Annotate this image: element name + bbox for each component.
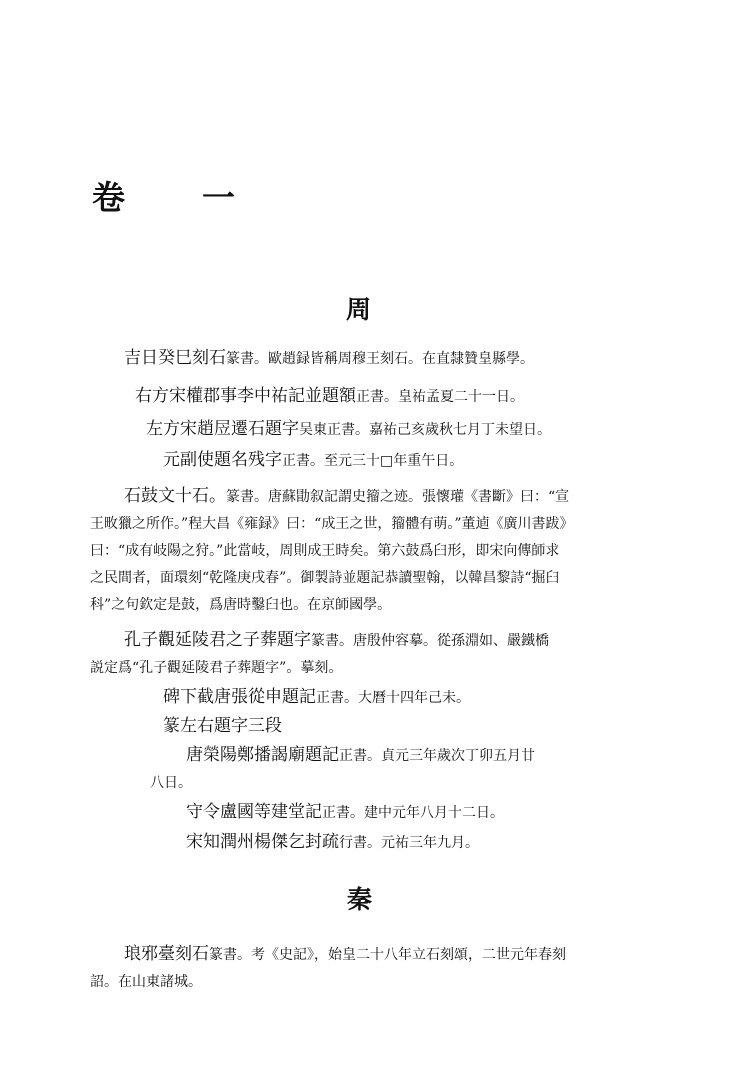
entry-line: 碑下截唐張從申題記正書。大曆十四年己未。 bbox=[163, 687, 470, 707]
entry-line: 篆左右題字三段 bbox=[163, 716, 282, 736]
entry-line: 宋知潤州楊傑乞封疏行書。元祐三年九月。 bbox=[186, 832, 479, 852]
entry-line: 守令盧國等建堂記正書。建中元年八月十二日。 bbox=[186, 802, 504, 822]
entry-line: 曰：“成有岐陽之狩。”此當岐，周則成王時矣。第六鼓爲臼形，即宋向傳師求 bbox=[90, 543, 560, 559]
entry-line: 右方宋權郡事李中祐記並題額正書。皇祐孟夏二十一日。 bbox=[135, 386, 524, 406]
volume-title: 卷 一 bbox=[92, 178, 257, 217]
entry-line: 唐榮陽鄭播謁廟題記正書。貞元三年歲次丁卯五月廿 bbox=[186, 745, 535, 765]
entry-line: 吉日癸巳刻石篆書。歐趙録皆稱周穆王刻石。在直隸贊皇縣學。 bbox=[124, 348, 534, 368]
entry-line: 王畋獵之所作。”程大昌《雍録》曰：“成王之世，籀體有萌。”董逌《廣川書跋》 bbox=[90, 516, 574, 532]
entry-line: 左方宋趙㞐遷石題字吴東正書。嘉祐己亥歲秋七月丁未望日。 bbox=[146, 419, 551, 439]
entry-line: 石鼓文十石。篆書。唐蘇勖叙記謂史籀之迹。張懷瓘《書斷》曰：“宣 bbox=[124, 486, 570, 506]
entry-line: 元副使題名残字正書。至元三十□年重午日。 bbox=[163, 450, 464, 470]
entry-line: 琅邪臺刻石篆書。考《史記》，始皇二十八年立石刻頌，二世元年春刻 bbox=[124, 944, 566, 964]
entry-line: 孔子觀延陵君之子葬題字篆書。唐殷仲容摹。從孫淵如、嚴鐵橋 bbox=[124, 630, 549, 650]
entry-line: 説定爲“孔子觀延陵君子葬題字”。摹刻。 bbox=[90, 660, 343, 676]
section-heading-qin: 秦 bbox=[347, 885, 373, 914]
entry-line: 詔。在山東諸城。 bbox=[90, 974, 202, 990]
entry-line: 八日。 bbox=[150, 775, 192, 791]
section-heading-zhou: 周 bbox=[346, 295, 372, 324]
entry-line: 科”之句欽定是鼓，爲唐時鑿臼也。在京師國學。 bbox=[90, 597, 392, 613]
entry-line: 之民間者，面環刻“乾隆庚戌春”。御製詩並題記恭讀聖翰，以韓昌黎詩“掘臼 bbox=[90, 570, 560, 586]
